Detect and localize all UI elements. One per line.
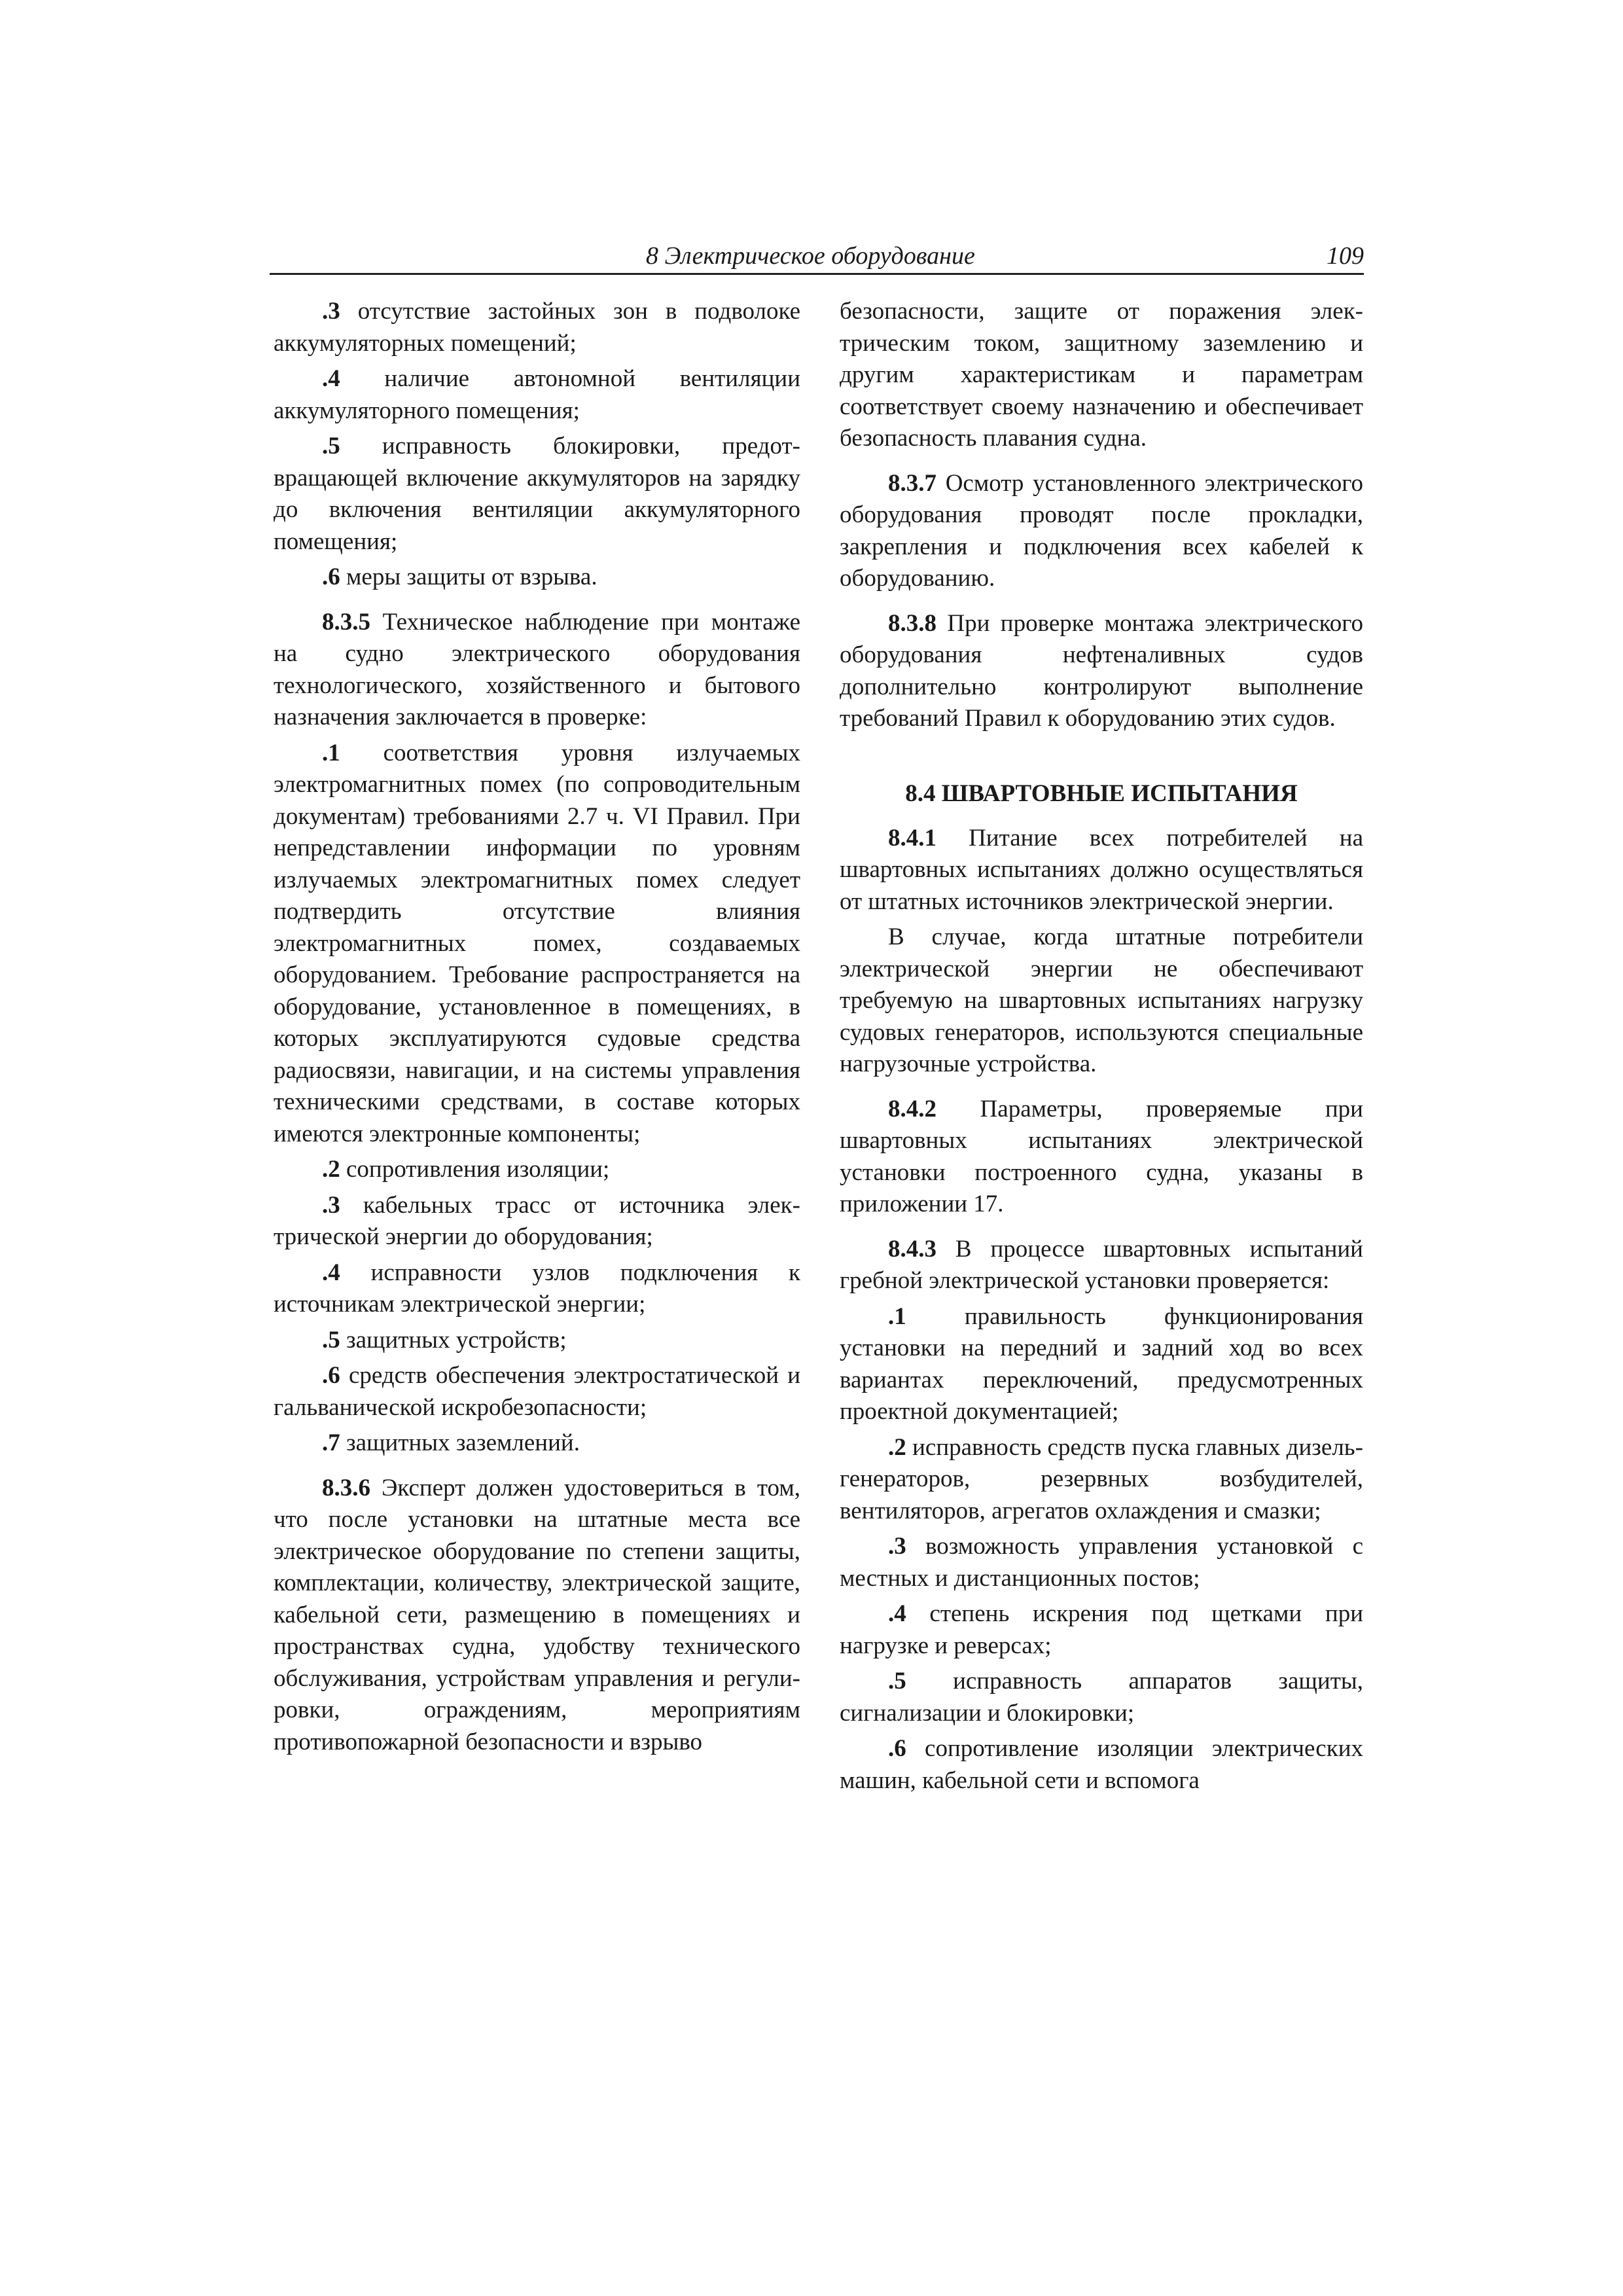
list-item: .2 исправность средств пуска главных дизель-генераторов, резервных возбудителей, вентиляторов, агрегатов охлаждения и смазки; bbox=[840, 1433, 1363, 1524]
list-item: .6 сопротивление изоляции электрических машин, кабельной сети и вспомога bbox=[840, 1735, 1363, 1794]
paragraph: безопасности, защите от поражения электрическим током, защитному заземлению и другим характеристикам и параметрам соответствует своему назначению и обеспечивает безопасность плавания судна. bbox=[840, 298, 1363, 452]
section-heading: 8.4 ШВАРТОВНЫЕ ИСПЫТАНИЯ bbox=[905, 780, 1298, 807]
paragraph: 8.3.6 Эксперт должен удостовериться в том, что после установки на штатные места все электрическое оборудование по степени защиты, комплектации, количеству, электрической защите, кабельной сети, размещению в помещениях и пространствах судна, удобству технического обслуживания, устройствам управления и регулировки, ограждениям, мероприятиям противопожарной безопасности и взрыво bbox=[274, 1474, 800, 1755]
paragraph: .5 защитных устройств; bbox=[322, 1326, 567, 1354]
page-number: 109 bbox=[1327, 242, 1364, 270]
paragraph: .1 соответствия уровня излучаемых электромагнитных помех (по сопроводительным документам) требованиями 2.7 ч. VI Правил. При непредставлении информации по уровням излучаемых электромагнитных помех следует подтвердить отсутствие влияния электромагнитных помех, создаваемых оборудованием. Требование распространяется на оборудование, установленное в помещениях, в которых эксплуатируются судовые средства радиосвязи, навигации, и на системы управления техническими средствами, в составе которых имеются электронные компоненты; bbox=[274, 739, 800, 1147]
paragraph: .6 меры защиты от взрыва. bbox=[322, 564, 597, 590]
paragraph: 8.3.8 При проверке монтажа электрического оборудования нефтеналивных судов дополнительно контролируют выполнение требований Правил к оборудованию этих судов. bbox=[840, 609, 1363, 732]
paragraph: 8.4.3 В процессе швартовных испытаний гребной электрической установки проверяется: bbox=[840, 1235, 1363, 1294]
paragraph: В случае, когда штатные потребители электрической энергии не обеспечивают требуемую на швартовных испытаниях нагрузку судовых генераторов, используются специальные нагрузочные устройства. bbox=[840, 924, 1363, 1077]
paragraph: .7 защитных заземлений. bbox=[322, 1429, 580, 1456]
paragraph: .3 отсутствие застойных зон в подволоке аккумуляторных помещений; bbox=[274, 298, 800, 357]
left-column bbox=[274, 296, 800, 1758]
paragraph: .6 средств обеспечения электростатической и гальванической искробезопасности; bbox=[274, 1362, 800, 1421]
list-item: .5 исправность аппаратов защиты, сигнализации и блокировки; bbox=[840, 1668, 1363, 1727]
running-header bbox=[270, 240, 1364, 275]
chapter-title: 8 Электрическое оборудование bbox=[646, 242, 975, 270]
paragraph: 8.3.5 Техническое наблюдение при монтаже на судно электрического оборудования технологического, хозяйственного и бытового назначения заключается в проверке: bbox=[274, 608, 800, 730]
right-column bbox=[840, 296, 1363, 1797]
paragraph: 8.4.1 Питание всех потребителей на швартовных испытаниях должно осуществляться от штатных источников электрической энергии. bbox=[840, 824, 1363, 915]
list-item: .3 возможность управления установкой с местных и дистанционных постов; bbox=[840, 1533, 1363, 1592]
paragraph: .5 исправность блокировки, предотвращающей включение аккумуляторов на зарядку до включения вентиляции аккумуляторного помещения; bbox=[274, 433, 800, 555]
list-item: .1 правильность функционирования установки на передний и задний ход во всех вариантах переключений, предусмотренных проектной документацией; bbox=[840, 1302, 1363, 1425]
paragraph: 8.3.7 Осмотр установленного электрического оборудования проводят после прокладки, закрепления и подключения всех кабелей к оборудованию. bbox=[840, 469, 1363, 592]
list-item: .4 степень искрения под щетками при нагрузке и реверсах; bbox=[840, 1600, 1363, 1659]
paragraph: .3 кабельных трасс от источника электрической энергии до оборудования; bbox=[274, 1191, 800, 1250]
paragraph: 8.4.2 Параметры, проверяемые при швартовных испытаниях электрической установки построенного судна, указаны в приложении 17. bbox=[840, 1095, 1363, 1217]
paragraph: .4 исправности узлов подключения к источникам электрической энергии; bbox=[274, 1259, 800, 1318]
paragraph: .4 наличие автономной вентиляции аккумуляторного помещения; bbox=[274, 365, 800, 424]
paragraph: .2 сопротивления изоляции; bbox=[322, 1156, 610, 1183]
